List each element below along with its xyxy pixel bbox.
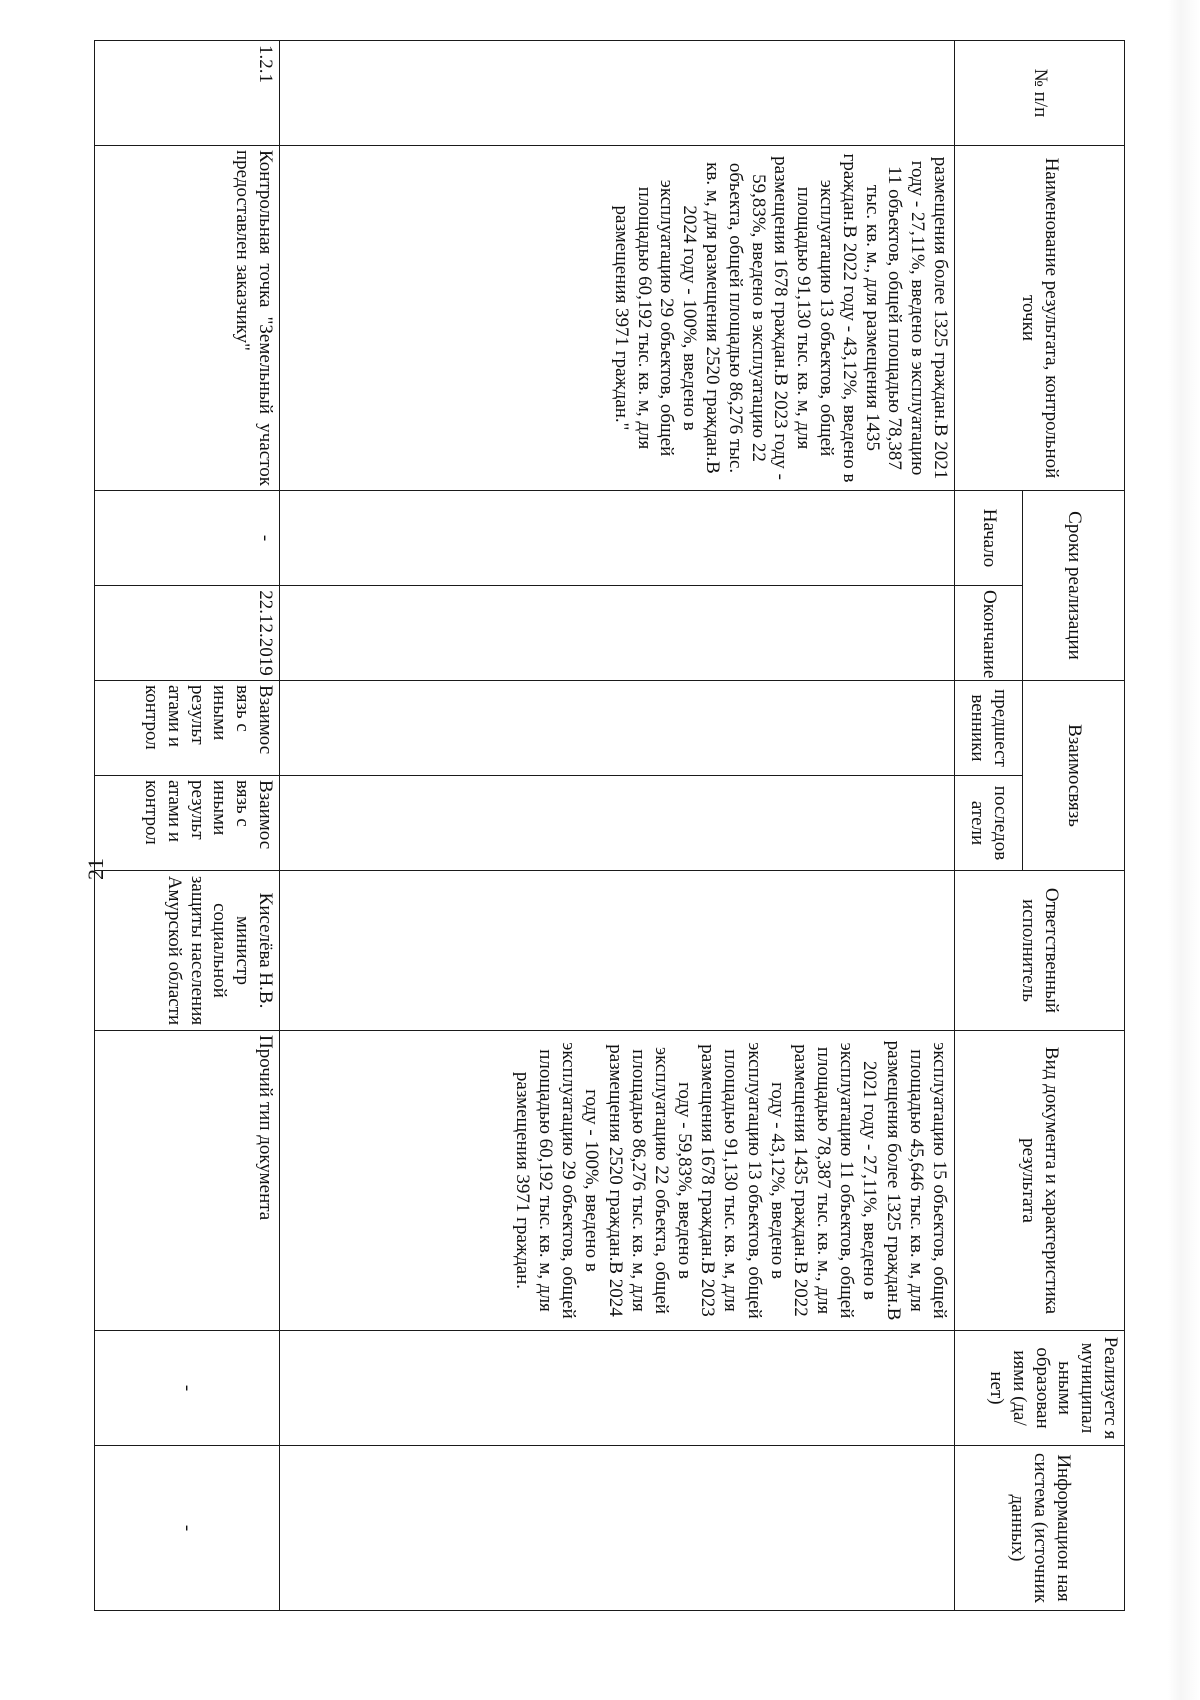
cell-name: Контрольная точка "Земельный участок предоставлен заказчику" bbox=[95, 146, 280, 491]
cell-predecessors bbox=[280, 681, 955, 776]
header-end: Окончание bbox=[955, 586, 1023, 681]
cell-municipal: - bbox=[95, 1331, 280, 1446]
cell-municipal bbox=[280, 1331, 955, 1446]
cell-info-system bbox=[280, 1446, 955, 1611]
header-info-system: Информацион ная система (источник данных) bbox=[955, 1446, 1125, 1611]
header-row bbox=[1023, 41, 1125, 1611]
cell-num bbox=[280, 41, 955, 146]
table-row bbox=[280, 41, 955, 1611]
header-terms: Сроки реализации bbox=[1023, 491, 1125, 681]
cell-predecessors bbox=[95, 681, 280, 776]
cell-doc-type: эксплуатацию 15 объектов, общей площадью 45,646 тыс. кв. м, для размещения более 1325 граждан.В 2021 году - 27,11%, введено в эксплуатацию 11 объектов, общей площадью 78,387 тыс. кв. м., для размещения 1435 граждан.В 2022 году - 43,12%, введено в эксплуатацию 13 объектов, общей площадью 91,130 тыс. кв. м, для размещения 1678 граждан.В 2023 году - 59,83%, введено в эксплуатацию 22 объекта, общей площадью 86,276 тыс. кв. м, для размещения 2520 граждан.В 2024 году - 100%, введено в эксплуатацию 29 объектов, общей площадью 60,192 тыс. кв. м, для размещения 3971 граждан. bbox=[280, 1031, 955, 1331]
cell-successors-text: Взаимос вязь с иными результ атами и контрол bbox=[141, 780, 276, 850]
header-responsible: Ответственный исполнитель bbox=[955, 871, 1125, 1031]
header-num: № п/п bbox=[955, 41, 1125, 146]
cell-doc-type: Прочий тип документа bbox=[95, 1031, 280, 1331]
cell-predecessors-text: Взаимос вязь с иными результ атами и контрол bbox=[141, 685, 276, 755]
header-name: Наименование результата, контрольной точки bbox=[955, 146, 1125, 491]
header-municipal bbox=[955, 1331, 1125, 1446]
scan-edge bbox=[1168, 0, 1200, 1700]
cell-end bbox=[280, 586, 955, 681]
cell-num: 1.2.1 bbox=[95, 41, 280, 146]
cell-successors bbox=[95, 776, 280, 871]
cell-end: 22.12.2019 bbox=[95, 586, 280, 681]
cell-responsible bbox=[280, 871, 955, 1031]
page-number: 21 bbox=[83, 858, 108, 880]
table-row bbox=[95, 41, 280, 1611]
cell-info-system: - bbox=[95, 1446, 280, 1611]
rotated-sheet bbox=[95, 40, 1125, 1610]
cell-responsible-text: Киселёва Н.В. министр социальной защиты населения Амурской области bbox=[163, 875, 276, 1026]
header-relation: Взаимосвязь bbox=[1023, 681, 1125, 871]
header-municipal-text: Реализуетс я муниципал ьными образован иями (да/нет) bbox=[986, 1336, 1121, 1440]
header-predecessors: предшест венники bbox=[955, 681, 1023, 776]
cell-name: размещения более 1325 граждан.В 2021 году - 27,11%, введено в эксплуатацию 11 объектов, общей площадью 78,387 тыс. кв. м., для размещения 1435 граждан.В 2022 году - 43,12%, введено в эксплуатацию 13 объектов, общей площадью 91,130 тыс. кв. м, для размещения 1678 граждан.В 2023 году - 59,83%, введено в эксплуатацию 22 объекта, общей площадью 86,276 тыс. кв. м, для размещения 2520 граждан.В 2024 году - 100%, введено в эксплуатацию 29 объектов, общей площадью 60,192 тыс. кв. м, для размещения 3971 граждан." bbox=[280, 146, 955, 491]
header-doc-type: Вид документа и характеристика результата bbox=[955, 1031, 1125, 1331]
plan-table bbox=[94, 40, 1125, 1611]
cell-start: - bbox=[95, 491, 280, 586]
cell-successors bbox=[280, 776, 955, 871]
header-start: Начало bbox=[955, 491, 1023, 586]
cell-start bbox=[280, 491, 955, 586]
cell-responsible bbox=[95, 871, 280, 1031]
header-successors: последов атели bbox=[955, 776, 1023, 871]
